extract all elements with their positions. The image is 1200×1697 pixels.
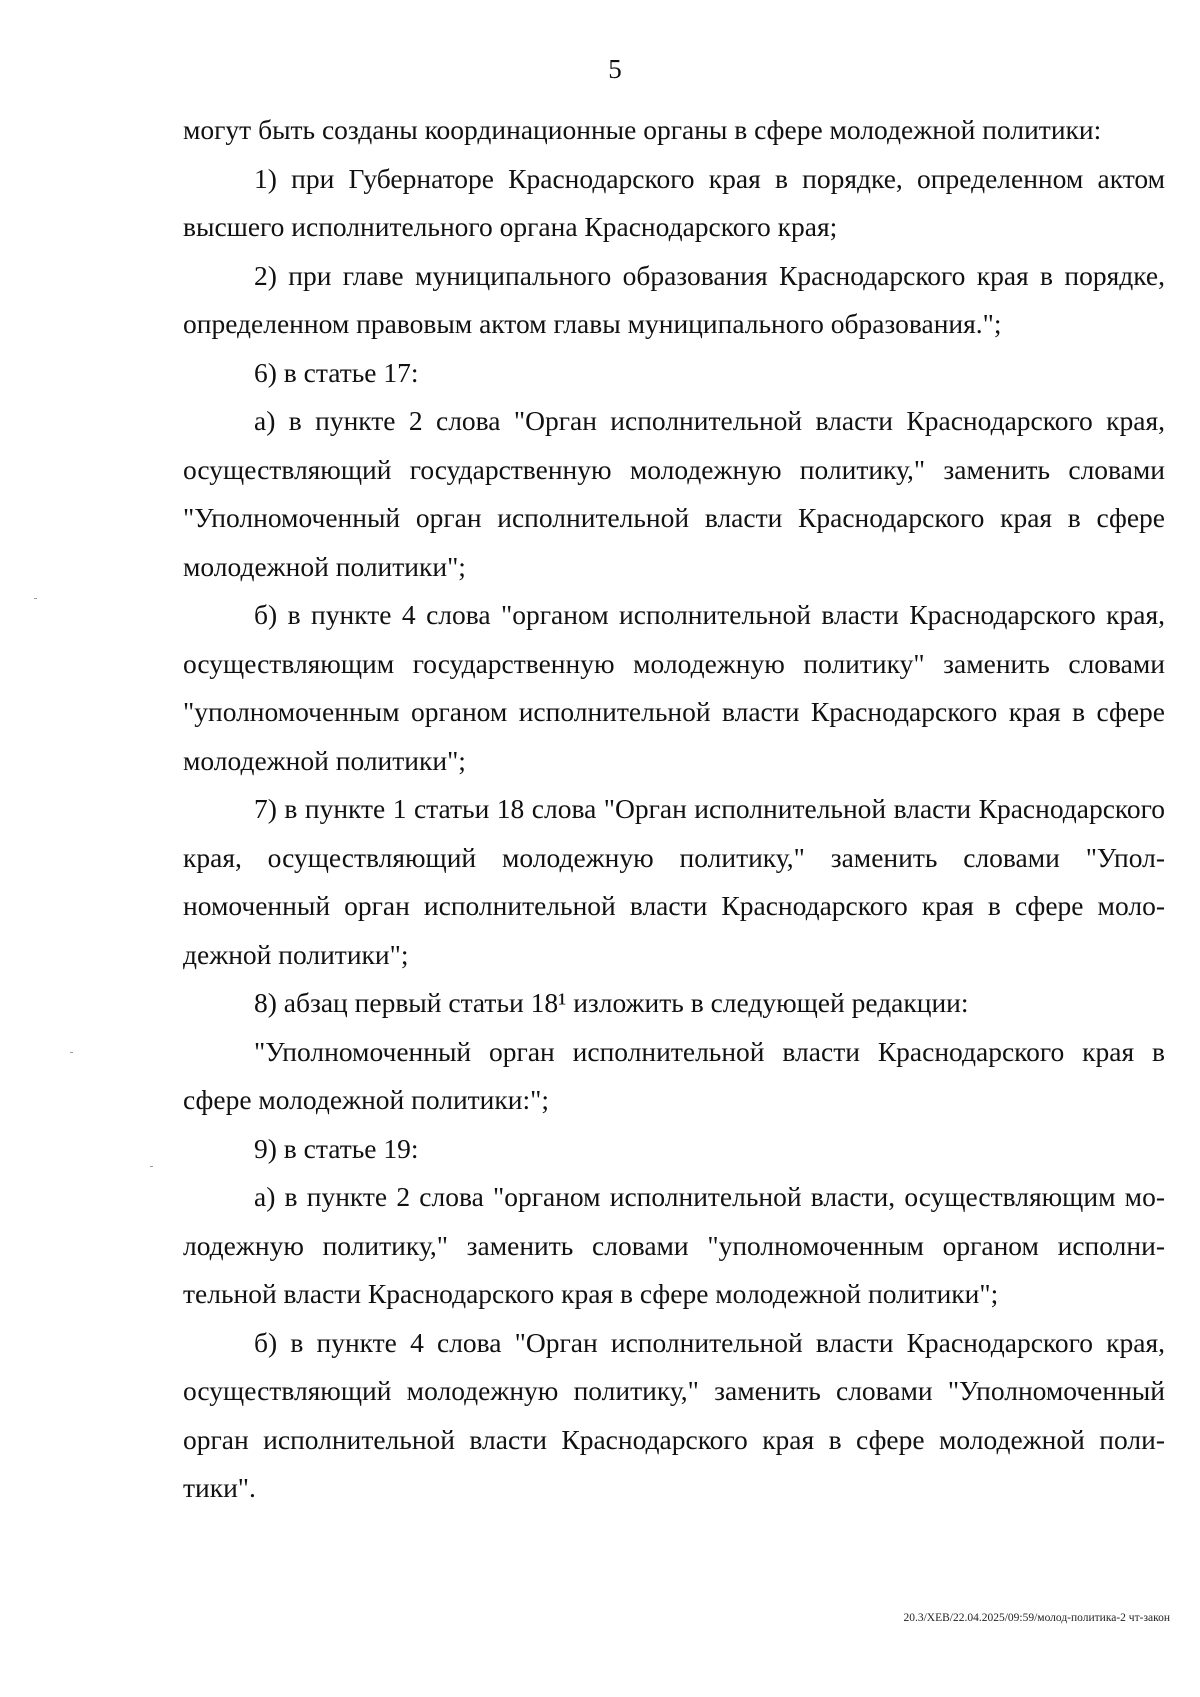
footer-document-code: 20.3/ХЕВ/22.04.2025/09:59/молод-политика-2 чт-закон — [903, 1612, 1170, 1624]
scan-speck — [34, 598, 37, 599]
paragraph: могут быть созданы координационные органы в сфере молодежной политики: — [183, 114, 1102, 145]
paragraph: 7) в пункте 1 статьи 18 слова "Орган исполнительной власти Краснодарского края, осуществляющий молодежную политику," заменить словами "Уполномоченный орган исполнительной власти Краснодарского края в сфере молодежной политики"; — [183, 793, 1165, 970]
page-number: 5 — [608, 54, 622, 84]
paragraph: 6) в статье 17: — [254, 356, 419, 388]
paragraph: 9) в статье 19: — [254, 1132, 419, 1164]
document-body — [183, 106, 1165, 1513]
paragraph: 1) при Губернаторе Краснодарского края в порядке, определенном актом высшего исполнительного органа Краснодарского края; — [183, 162, 1165, 242]
paragraph: 2) при главе муниципального образования Краснодарского края в порядке, определенном правовым актом главы муниципального образования."; — [183, 259, 1165, 339]
paragraph: б) в пункте 4 слова "Орган исполнительной власти Краснодарского края, осуществляющий молодежную политику," заменить словами "Уполномоченный орган исполнительной власти Краснодарского края в сфере молодежной политики". — [183, 1326, 1165, 1503]
paragraph: 8) абзац первый статьи 18¹ изложить в следующей редакции: — [254, 987, 969, 1018]
paragraph: б) в пункте 4 слова "органом исполнительной власти Краснодарского края, осуществляющим государственную молодежную политику" заменить словами "уполномоченным органом исполнительной власти Краснодарского края в сфере молодежной политики"; — [183, 599, 1165, 776]
scan-speck — [70, 1052, 73, 1053]
paragraph: "Уполномоченный орган исполнительной власти Краснодарского края в сфере молодежной политики:"; — [183, 1035, 1165, 1115]
paragraph: а) в пункте 2 слова "органом исполнительной власти, осуществляющим молодежную политику," заменить словами "уполномоченным органом исполнительной власти Краснодарского края в сфере молодежной политики"; — [183, 1181, 1165, 1309]
paragraph: а) в пункте 2 слова "Орган исполнительной власти Краснодарского края, осуществляющий государственную молодежную политику," заменить словами "Уполномоченный орган исполнительной власти Краснодарского края в сфере молодежной политики"; — [183, 405, 1165, 582]
scan-speck — [150, 1166, 153, 1167]
